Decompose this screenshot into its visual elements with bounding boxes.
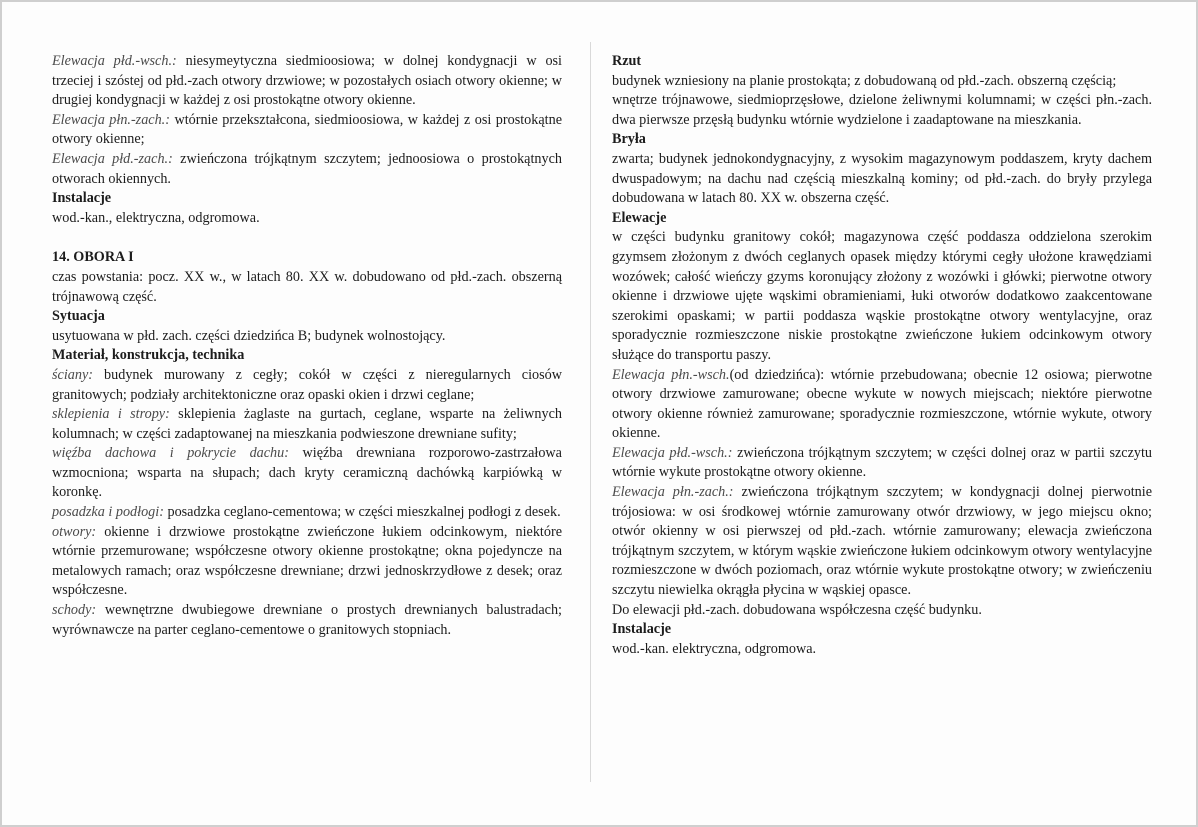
paragraph-text: budynek murowany z cegły; cokół w części z nieregularnych ciosów granitowych; podziały architektoniczne oraz opaski okien i drzwi ceglane; (52, 366, 562, 403)
section-heading: Instalacje (52, 190, 112, 207)
paragraph (52, 523, 562, 601)
paragraph-text: wod.-kan. elektryczna, odgromowa. (612, 640, 817, 657)
paragraph (612, 483, 1152, 601)
section-heading: Rzut (612, 53, 642, 69)
paragraph-text: wewnętrzne dwubiegowe drewniane o prostych drewnianych balustradach; wyrównawcze na parter ceglano-cementowe o granitowych stopniach. (52, 602, 562, 638)
paragraph-label: posadzka i podłogi: (52, 504, 164, 521)
section-spacer (52, 228, 562, 248)
paragraph-text: posadzka ceglano-cementowa; w części mieszkalnej podłogi z desek. (163, 504, 561, 521)
section-heading: Elewacje (612, 209, 667, 226)
paragraph (612, 640, 1152, 660)
paragraph (612, 150, 1152, 209)
paragraph (52, 150, 562, 189)
paragraph-text: zwieńczona trójkątnym szczytem; w kondygnacji dolnej pierwotnie trójosiowa: w osi środkowej wtórnie zamurowany otwór drzwiowy, w jego miejscu okno; otwór okienny w osi pierwszej od płd.-zach. wtórnie zamurowany; elewacja zwieńczona trójkątnym szczytem, w którym wąskie zwieńczone łukiem odcinkowym otwory wentylacyjne rozmieszczone w dwóch poziomach, oraz wtórnie wykute prostokątne otwory; w zwieńczeniu szczytu niewielka okrągła płycina w wąskiej opasce. (612, 484, 1152, 599)
paragraph-label: Elewacja płn.-zach.: (52, 111, 170, 128)
paragraph-label: sklepienia i stropy: (52, 406, 170, 423)
paragraph-text: usytuowana w płd. zach. części dziedzińca B; budynek wolnostojący. (52, 327, 446, 344)
paragraph-text: zwarta; budynek jednokondygnacyjny, z wysokim magazynowym poddaszem, kryty dachem dwuspadowym; na dachu nad częścią mieszkalną kominy; od płd.-zach. do bryły przylega dobudowana w latach 80. XX w. obszerna część. (612, 150, 1152, 207)
paragraph-label: Elewacja płd.-zach.: (52, 150, 173, 167)
paragraph-label: więźba dachowa i pokrycie dachu: (52, 445, 289, 462)
paragraph (52, 366, 562, 405)
paragraph-text: zwieńczona trójkątnym szczytem; w części dolnej oraz w partii szczytu wtórnie wykute prostokątne otwory okienne. (612, 444, 1152, 481)
section-heading: Materiał, konstrukcja, technika (52, 347, 245, 364)
section-heading: 14. OBORA I (52, 249, 134, 266)
paragraph-label: otwory: (52, 523, 97, 540)
paragraph-text: wod.-kan., elektryczna, odgromowa. (52, 209, 260, 226)
paragraph-text: budynek wzniesiony na planie prostokąta; z dobudowaną od płd.-zach. obszerną częścią; (612, 72, 1117, 89)
column-divider (590, 42, 591, 782)
paragraph-label: Elewacja płd.-wsch.: (52, 53, 177, 69)
paragraph (52, 405, 562, 444)
paragraph-text: Do elewacji płd.-zach. dobudowana współczesna część budynku. (612, 601, 982, 618)
paragraph-text: czas powstania: pocz. XX w., w latach 80. XX w. dobudowano od płd.-zach. obszerną trójnawową część. (52, 268, 562, 305)
section-heading: Sytuacja (52, 308, 105, 325)
paragraph (612, 228, 1152, 365)
paragraph (52, 52, 562, 111)
paragraph (52, 209, 562, 229)
paragraph-label: Elewacja płn.-wsch. (612, 366, 730, 383)
paragraph-text: niesymeytyczna siedmioosiowa; w dolnej kondygnacji w osi trzeciej i szóstej od płd.-zach otwory drzwiowe; w pozostałych osiach otwory okienne; w drugiej kondygnacji w każdej z osi prostokątne otwory okienne. (52, 53, 562, 109)
paragraph (52, 503, 562, 523)
paragraph-label: ściany: (52, 366, 93, 383)
section-heading: Instalacje (612, 621, 672, 638)
right-column (612, 52, 1152, 659)
paragraph (52, 268, 562, 307)
paragraph-text: sklepienia żaglaste na gurtach, ceglane, wsparte na żeliwnych kolumnach; w części zadaptowanej na mieszkania podwieszone drewniane sufity; (52, 406, 562, 442)
paragraph-text: wtórnie przekształcona, siedmioosiowa, w każdej z osi prostokątne otwory okienne; (52, 111, 562, 148)
paragraph-label: Elewacja płn.-zach.: (612, 484, 734, 501)
paragraph (52, 111, 562, 150)
paragraph-label: Elewacja płd.-wsch.: (612, 444, 733, 461)
paragraph-text: więźba drewniana rozporowo-zastrzałowa wzmocniona; wsparta na słupach; dach kryty ceramiczną dachówką karpiówką w koronkę. (52, 445, 562, 501)
paragraph (52, 327, 562, 347)
paragraph (612, 72, 1152, 92)
paragraph-text: w części budynku granitowy cokół; magazynowa część poddasza oddzielona szerokim gzymsem złożonym z dwóch ceglanych opasek między którymi cegły ułożone krawędziami wozówek; całość wieńczy gzyms koronujący złożony z wozówki i główki; pierwotne otwory okienne i drzwiowe ujęte wąskimi obramieniami, łuki otworów dodatkowo zaakcentowane szerokimi opaskami; w partii poddasza wąskie prostokątne otwory wentylacyjne, oraz sporadycznie rozmieszczone niskie prostokątne zwieńczone łukiem odcinkowym otwory służące do transportu paszy. (612, 229, 1152, 363)
paragraph (52, 601, 562, 640)
paragraph (612, 601, 1152, 621)
paragraph (612, 366, 1152, 444)
paragraph-text: wnętrze trójnawowe, siedmioprzęsłowe, dzielone żeliwnymi kolumnami; w części płn.-zach. dwa pierwsze przęsłą budynku wtórnie wydzielone i zaadaptowane na mieszkania. (612, 92, 1152, 128)
paragraph (52, 444, 562, 503)
section-heading: Bryła (612, 131, 646, 148)
paragraph-text: (od dziedzińca): wtórnie przebudowana; obecnie 12 osiowa; pierwotne otwory drzwiowe zamurowane; obecne wykute w nowych miejscach; niektóre pierwotne otwory okienne również zamurowane; sporadycznie rozmieszczone, wtórnie wykute, otwory okienne. (612, 366, 1152, 442)
left-column (52, 52, 562, 640)
paragraph-text: zwieńczona trójkątnym szczytem; jednoosiowa o prostokątnych otworach okiennych. (52, 150, 562, 187)
paragraph (612, 444, 1152, 483)
paragraph (612, 91, 1152, 130)
paragraph-label: schody: (52, 602, 97, 619)
paragraph-text: okienne i drzwiowe prostokątne zwieńczone łukiem odcinkowym, niektóre wtórnie przemurowane; współczesne otwory okienne prostokątne; okna pojedyncze na metalowych ramach; oraz współczesne drewniane; drzwi jednoskrzydłowe z desek; oraz współczesne. (52, 523, 562, 599)
